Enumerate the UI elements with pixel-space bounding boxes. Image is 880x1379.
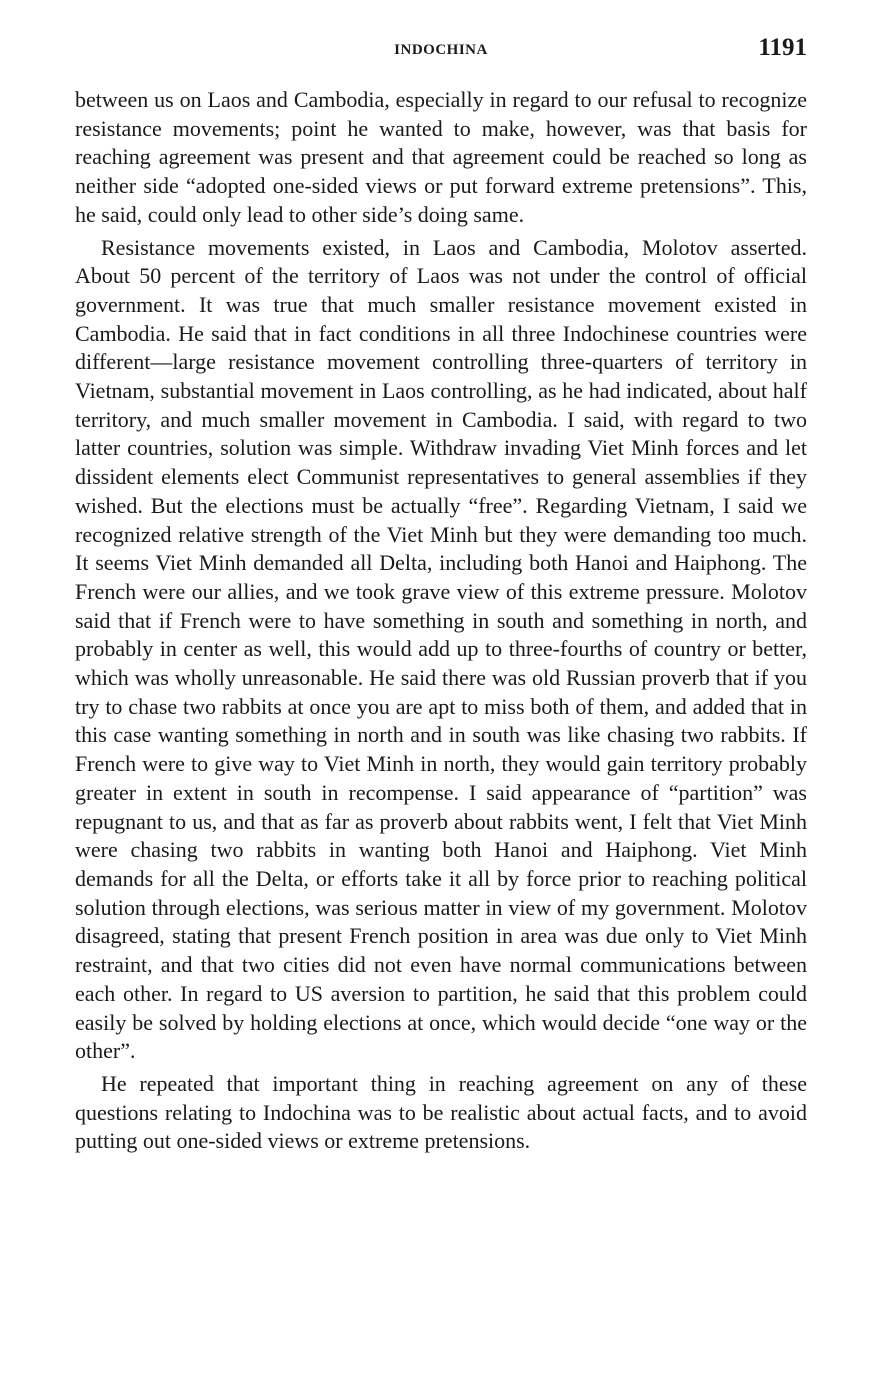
- section-title: INDOCHINA: [394, 42, 488, 58]
- paragraph: He repeated that important thing in reaching agreement on any of these questions relating to Indochina was to be realistic about actual facts, and to avoid putting out one-sided views or extreme pretensions.: [75, 1070, 807, 1154]
- running-head: [75, 34, 807, 68]
- paragraph: Resistance movements existed, in Laos and Cambodia, Molotov asserted. About 50 percent of the territory of Laos was not under the control of official government. It was true that much smaller resistance movement existed in Cambodia. He said that in fact conditions in all three Indochinese countries were different—large resistance movement controlling three-quarters of territory in Vietnam, substantial movement in Laos controlling, as he had indicated, about half territory, and much smaller movement in Cambodia. I said, with regard to two latter countries, solution was simple. Withdraw invading Viet Minh forces and let dissident elements elect Communist representatives to general assemblies if they wished. But the elections must be actually “free”. Regarding Vietnam, I said we recognized relative strength of the Viet Minh but they were demanding too much. It seems Viet Minh demanded all Delta, including both Hanoi and Haiphong. The French were our allies, and we took grave view of this extreme pressure. Molotov said that if French were to have something in south and something in north, and probably in center as well, this would add up to three-fourths of country or better, which was wholly unreasonable. He said there was old Russian proverb that if you try to chase two rabbits at once you are apt to miss both of them, and added that in this case wanting something in north and in south was like chasing two rabbits. If French were to give way to Viet Minh in north, they would gain territory probably greater in extent in south in recompense. I said appearance of “partition” was repugnant to us, and that as far as proverb about rabbits went, I felt that Viet Minh were chasing two rabbits in wanting both Hanoi and Haiphong. Viet Minh demands for all the Delta, or efforts take it all by force prior to reaching political solution through elections, was serious matter in view of my government. Molotov disagreed, stating that present French position in area was due only to Viet Minh restraint, and that two cities did not even have normal communications between each other. In regard to US aversion to partition, he said that this problem could easily be solved by holding elections at once, which would decide “one way or the other”.: [75, 234, 807, 1064]
- page-number: 1191: [758, 34, 807, 61]
- body-text: [75, 86, 807, 1156]
- paragraph-continued: between us on Laos and Cambodia, especially in regard to our refusal to recognize resistance movements; point he wanted to make, however, was that basis for reaching agreement was present and that agreement could be reached so long as neither side “adopted one-sided views or put forward extreme pretensions”. This, he said, could only lead to other side’s doing same.: [75, 87, 807, 227]
